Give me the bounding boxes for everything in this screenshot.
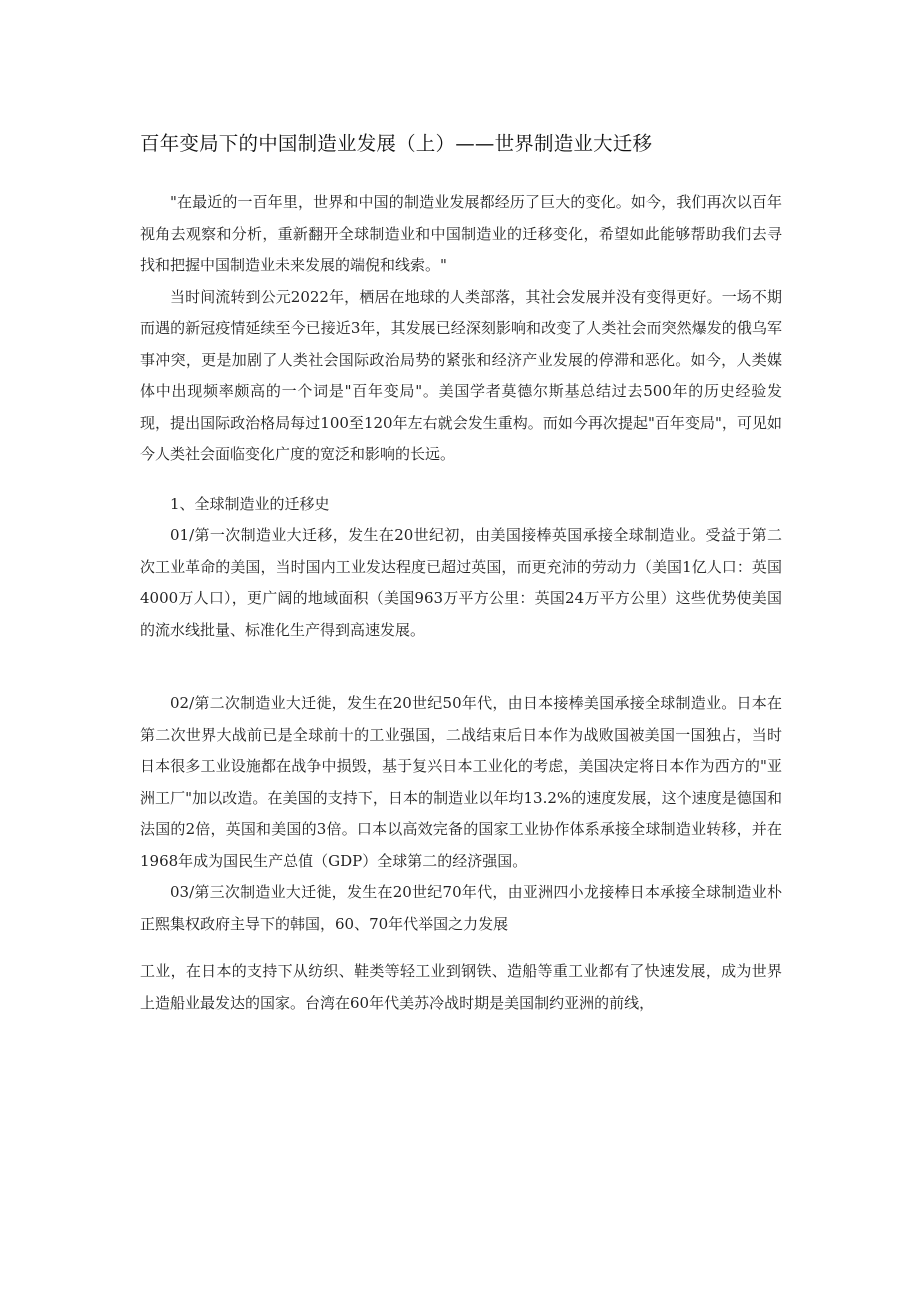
background-paragraph: 当时间流转到公元2022年，栖居在地球的人类部落，其社会发展并没有变得更好。一场不期而遇的新冠疫情延续至今已接近3年，其发展已经深刻影响和改变了人类社会而突然爆发的俄乌军事冲突，更是加剧了人类社会国际政治局势的紧张和经济产业发展的停滞和恶化。如今，人类媒体中出现频率颇高的一个词是"百年变局"。美国学者莫德尔斯基总结过去500年的历史经验发现，提出国际政治格局每过100至120年左右就会发生重构。而如今再次提起"百年变局"，可见如今人类社会面临变化广度的宽泛和影响的长远。 xyxy=(140,287,782,463)
intro-quote-paragraph: "在最近的一百年里，世界和中国的制造业发展都经历了巨大的变化。如今，我们再次以百年视角去观察和分析，重新翻开全球制造业和中国制造业的迁移变化，希望如此能够帮助我们去寻找和把握中国制造业未来发展的端倪和线索。" xyxy=(140,193,782,274)
third-migration-paragraph: 03/第三次制造业大迁徙，发生在20世纪70年代，由亚洲四小龙接棒日本承接全球制造业朴正熙集权政府主导下的韩国，60、70年代举国之力发展 xyxy=(140,883,782,933)
third-migration-continuation: 工业，在日本的支持下从纺织、鞋类等轻工业到钢铁、造船等重工业都有了快速发展，成为世界上造船业最发达的国家。台湾在60年代美苏冷战时期是美国制约亚洲的前线， xyxy=(140,962,782,1012)
first-migration-paragraph: 01/第一次制造业大迁移，发生在20世纪初，由美国接棒英国承接全球制造业。受益于第二次工业革命的美国，当时国内工业发达程度已超过英国，而更充沛的劳动力（美国1亿人口：英国4000万人口），更广阔的地域面积（美国963万平方公里：英国24万平方公里）这些优势使美国的流水线批量、标准化生产得到高速发展。 xyxy=(140,526,782,639)
section-heading: 1、全球制造业的迁移史 xyxy=(170,494,330,513)
second-migration-paragraph: 02/第二次制造业大迁徙，发生在20世纪50年代，由日本接棒美国承接全球制造业。日本在第二次世界大战前已是全球前十的工业强国，二战结束后日本作为战败国被美国一国独占，当时日本很多工业设施都在战争中损毁，基于复兴日本工业化的考虑，美国决定将日本作为西方的"亚洲工厂"加以改造。在美国的支持下，日本的制造业以年均13.2%的速度发展，这个速度是德国和法国的2倍，英国和美国的3倍。口本以高效完备的国家工业协作体系承接全球制造业转移，并在1968年成为国民生产总值（GDP）全球第二的经济强国。 xyxy=(140,694,782,870)
article-body xyxy=(140,128,782,1019)
article-title: 百年变局下的中国制造业发展（上）——世界制造业大迁移 xyxy=(140,132,653,155)
